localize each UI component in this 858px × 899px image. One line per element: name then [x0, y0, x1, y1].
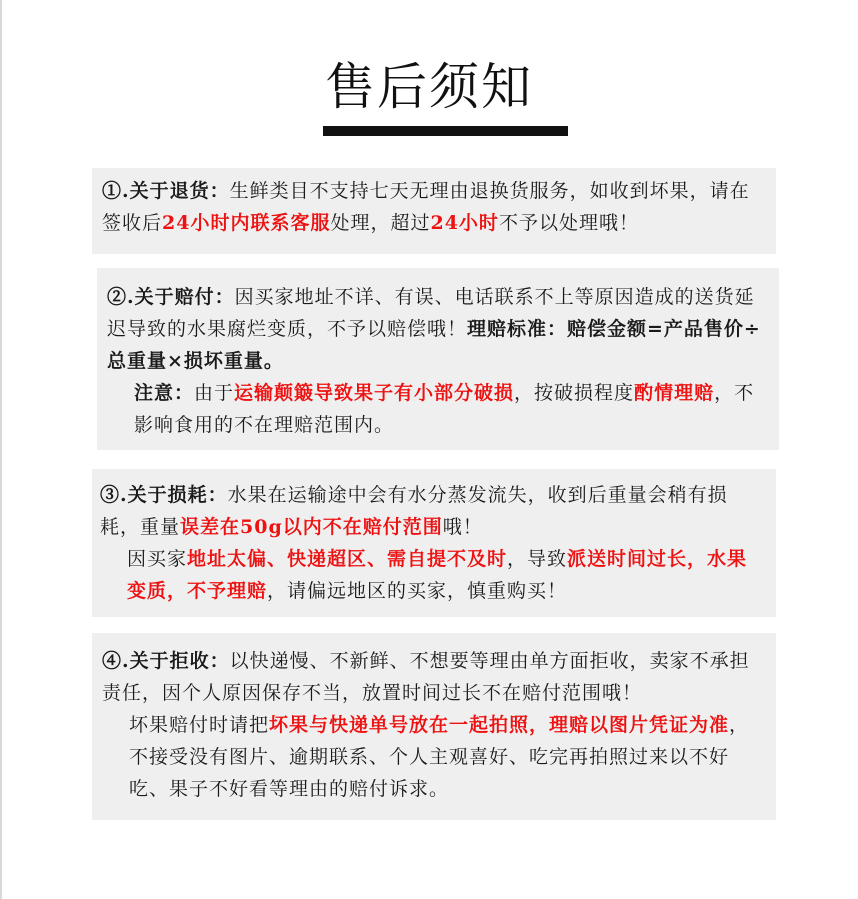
- text-run: ，不接受没有图片、逾期联系、个人主观喜好、吃完再拍照过来以不好吃、果子不好看等理由的赔付诉求。: [129, 714, 750, 800]
- text-run: 因买家: [127, 548, 188, 570]
- note-label: 注意：: [134, 382, 195, 404]
- highlight-text: 误差在50g以内不在赔付范围: [180, 516, 443, 538]
- section-heading: ③.关于损耗：: [100, 484, 228, 506]
- highlight-text: 24小时: [430, 212, 499, 234]
- section-compensation-note: [107, 377, 769, 441]
- text-run: ，不影响食用的不在理赔范围内。: [134, 382, 755, 436]
- text-run: 因买家地址不详、有误、电话联系不上等原因造成的送货延迟导致的水果腐烂变质，不予以赔偿哦！: [107, 286, 755, 340]
- text-run: 由于: [194, 382, 235, 404]
- section-returns-text: [102, 175, 766, 239]
- highlight-text: 派送时间过长，水果变质，不予理赔: [127, 548, 748, 602]
- text-run: 生鲜类目不支持七天无理由退换货服务，如收到坏果，请在签收后: [102, 180, 750, 234]
- text-run: 坏果赔付时请把: [129, 714, 270, 736]
- text-run: 水果在运输途中会有水分蒸发流失，收到后重量会稍有损耗，重量: [100, 484, 728, 538]
- text-run: ，按破损程度: [514, 382, 635, 404]
- highlight-text: 酌情理赔: [634, 382, 715, 404]
- highlight-text: 地址太偏、快递超区、需自提不及时: [187, 548, 508, 570]
- section-refusal-note: [102, 709, 766, 805]
- section-loss-note: [100, 543, 766, 607]
- text-run: 处理，超过: [330, 212, 431, 234]
- highlight-text: 24小时内联系客服: [162, 212, 331, 234]
- text-run: ，请偏远地区的买家，慎重购买！: [267, 580, 568, 602]
- left-border: [0, 0, 2, 899]
- text-run: 不予以处理哦！: [498, 212, 639, 234]
- section-returns: [92, 168, 776, 254]
- highlight-text: 坏果与快递单号放在一起拍照，理赔以图片凭证为准: [269, 714, 730, 736]
- title-underline: [323, 126, 568, 136]
- text-run: 哦！: [442, 516, 483, 538]
- page-title: 售后须知: [325, 58, 533, 116]
- text-run: 以快递慢、不新鲜、不想要等理由单方面拒收，卖家不承担责任，因个人原因保存不当，放置时间过长不在赔付范围哦！: [102, 650, 750, 704]
- section-loss: [92, 469, 776, 617]
- section-heading: ①.关于退货：: [102, 180, 230, 202]
- highlight-text: 运输颠簸导致果子有小部分破损: [234, 382, 515, 404]
- claim-standard: 理赔标准：赔偿金额=产品售价÷总重量×损坏重量。: [107, 318, 761, 372]
- section-heading: ④.关于拒收：: [102, 650, 230, 672]
- section-loss-text: [100, 479, 766, 543]
- section-refusal: [92, 633, 776, 820]
- text-run: ，导致: [507, 548, 568, 570]
- section-compensation: [97, 268, 779, 450]
- section-compensation-text: [107, 281, 769, 377]
- section-refusal-text: [102, 645, 766, 709]
- section-heading: ②.关于赔付：: [107, 286, 235, 308]
